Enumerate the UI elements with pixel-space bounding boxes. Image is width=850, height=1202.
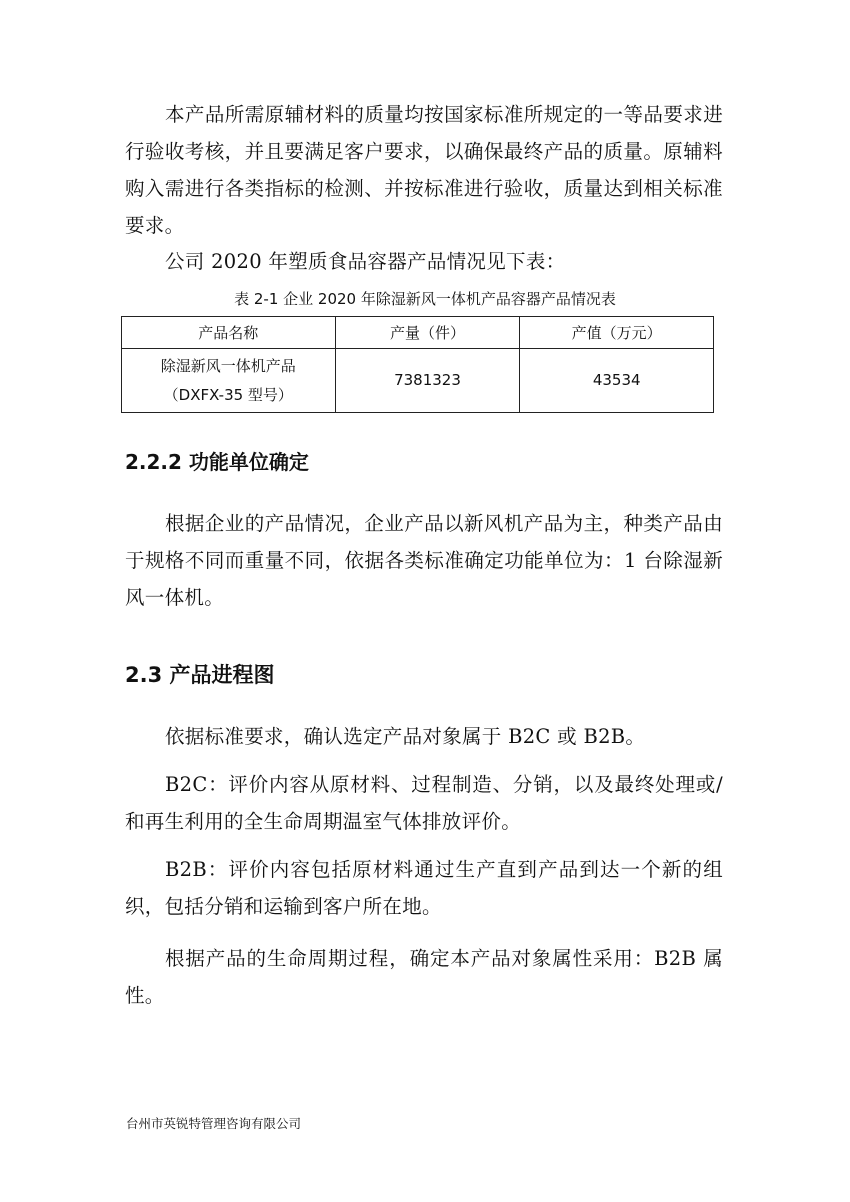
intro-paragraph-2: 公司 2020 年塑质食品容器产品情况见下表： (165, 250, 566, 273)
table-cell-value: 43534 (520, 349, 714, 413)
process-paragraph-b2b: B2B：评价内容包括原材料通过生产直到产品到达一个新的组织，包括分销和运输到客户所在地。 (125, 858, 723, 918)
table-cell-output: 7381323 (335, 349, 520, 413)
process-paragraph-1: 依据标准要求，确认选定产品对象属于 B2C 或 B2B。 (165, 725, 646, 748)
process-paragraph-conclusion: 根据产品的生命周期过程，确定本产品对象属性采用：B2B 属性。 (125, 947, 723, 1007)
table-header-output: 产量（件） (335, 317, 520, 349)
product-name-line-2: （DXFX-35 型号） (163, 385, 293, 404)
table-header-value: 产值（万元） (520, 317, 714, 349)
table-header-row (122, 317, 714, 349)
table-caption: 表 2-1 企业 2020 年除湿新风一体机产品容器产品情况表 (234, 290, 616, 308)
process-paragraph-b2c: B2C：评价内容从原材料、过程制造、分销，以及最终处理或/和再生利用的全生命周期温室气体排放评价。 (125, 773, 723, 833)
functional-unit-paragraph: 根据企业的产品情况，企业产品以新风机产品为主，种类产品由于规格不同而重量不同，依据各类标准确定功能单位为：1 台除湿新风一体机。 (125, 512, 723, 609)
product-name-line-1: 除湿新风一体机产品 (160, 356, 296, 375)
footer-company-name: 台州市英锐特管理咨询有限公司 (126, 1116, 302, 1131)
section-heading-2-3: 2.3 产品进程图 (125, 663, 275, 687)
section-heading-2-2-2: 2.2.2 功能单位确定 (125, 450, 309, 474)
intro-paragraph-1: 本产品所需原辅材料的质量均按国家标准所规定的一等品要求进行验收考核，并且要满足客户要求，以确保最终产品的质量。原辅料购入需进行各类指标的检测、并按标准进行验收，质量达到相关标准要求。 (125, 103, 723, 237)
table-cell-product-name (122, 349, 336, 413)
table-header-product-name: 产品名称 (122, 317, 336, 349)
table-row (122, 349, 714, 413)
product-table (121, 316, 714, 413)
